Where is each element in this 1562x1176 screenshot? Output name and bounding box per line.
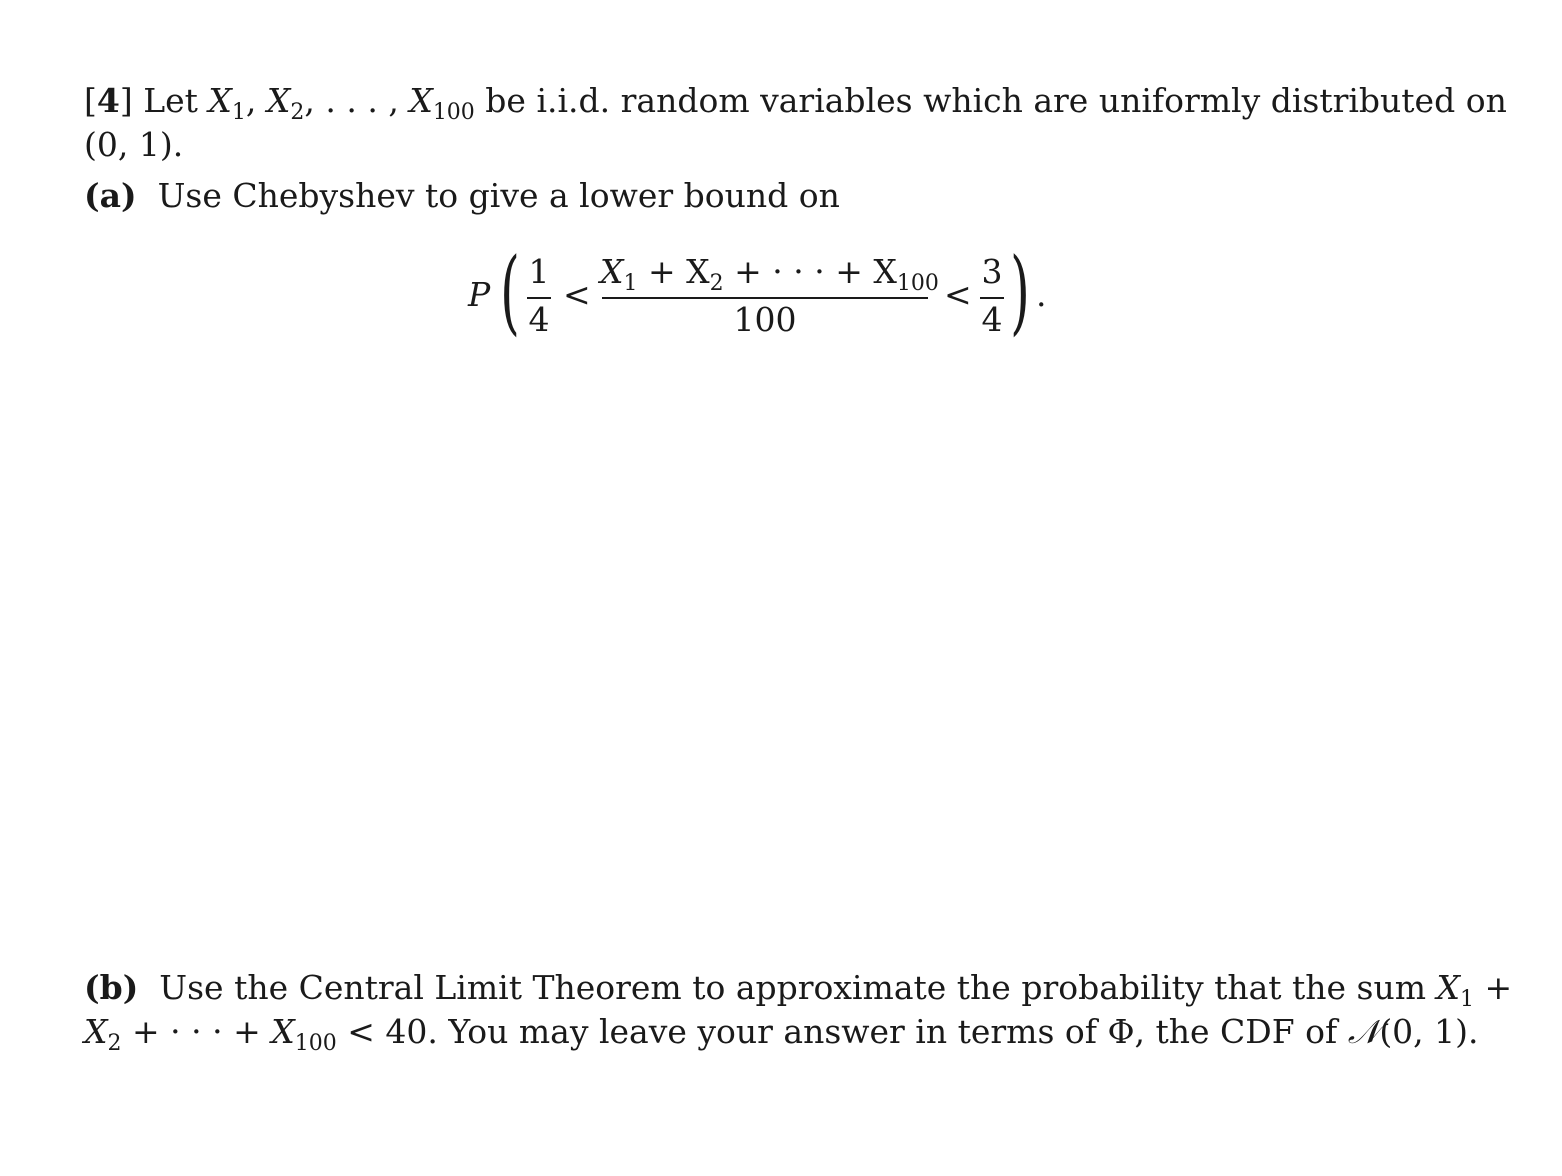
eq-lt-1: < — [563, 275, 591, 314]
sub-2: 2 — [290, 100, 305, 125]
part-a-label: (a) — [84, 176, 137, 215]
eq-sub-2: 2 — [709, 271, 724, 296]
var-x: X — [266, 81, 291, 120]
var-x: X — [208, 81, 232, 120]
eq-frac-threequarter-den: 4 — [981, 300, 1003, 339]
intro-text-a: Let — [143, 81, 209, 120]
eq-x: X — [600, 252, 624, 291]
eq-frac-quarter-num: 1 — [528, 252, 550, 291]
sub-1: 1 — [231, 100, 246, 125]
intro-text-b: be i.i.d. random variables which are uniformly distributed on — [474, 81, 1507, 120]
var-x: X — [271, 1012, 295, 1051]
problem-number: [4] — [84, 81, 133, 120]
var-x: X — [1436, 968, 1461, 1007]
eq-sum-denominator: 100 — [733, 300, 797, 339]
part-a-text: Use Chebyshev to give a lower bound on — [157, 176, 840, 215]
eq-sub-1: 1 — [623, 271, 638, 296]
sub-2: 2 — [107, 1031, 122, 1056]
sub-100: 100 — [432, 100, 475, 125]
eq-sum-numerator — [600, 252, 939, 296]
eq-sum-bar — [602, 297, 928, 299]
eq-frac-threequarter-bar — [980, 297, 1004, 299]
eq-plus-x: + X — [637, 252, 710, 291]
eq-sub-100: 100 — [896, 271, 939, 296]
ellipsis: , . . . , — [304, 81, 410, 120]
sub-100: 100 — [294, 1031, 337, 1056]
eq-frac-quarter-den: 4 — [528, 300, 550, 339]
part-a-line — [84, 174, 840, 218]
chebyshev-equation — [0, 238, 1562, 350]
var-x: X — [409, 81, 433, 120]
part-b-text-2: < 40. You may leave your answer in terms of Φ, the CDF of — [336, 1012, 1348, 1051]
sub-1: 1 — [1460, 987, 1475, 1012]
comma: , — [245, 81, 267, 120]
var-x: X — [84, 1012, 108, 1051]
eq-plus-dots-x: + · · · + X — [723, 252, 897, 291]
intro-line-2: (0, 1). — [84, 125, 184, 164]
plus-dots: + · · · + — [121, 1012, 272, 1051]
part-b-text-end: (0, 1). — [1379, 1012, 1479, 1051]
eq-frac-threequarter-num: 3 — [981, 252, 1003, 291]
part-b-text-1: Use the Central Limit Theorem to approximate the probability that the sum — [159, 968, 1437, 1007]
part-b-label: (b) — [84, 968, 139, 1007]
normal-dist-symbol: 𝒩 — [1347, 1012, 1380, 1051]
eq-p: P — [468, 275, 491, 314]
part-b-line-2 — [84, 1010, 1479, 1054]
part-b-line-1 — [84, 966, 1513, 1012]
eq-frac-quarter-bar — [527, 297, 551, 299]
eq-lt-2: < — [944, 275, 972, 314]
plus: + — [1474, 968, 1513, 1007]
intro-line-1 — [84, 79, 1507, 125]
eq-left-paren: ( — [500, 238, 520, 345]
eq-period: . — [1036, 275, 1047, 314]
eq-right-paren: ) — [1010, 238, 1030, 345]
